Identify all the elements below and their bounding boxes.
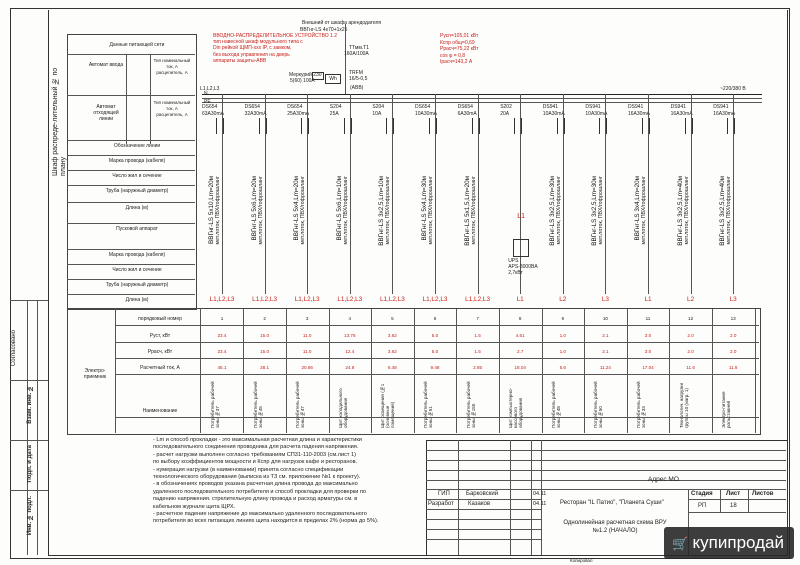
row-number: 1 [220,316,224,321]
consumer-name: Технологич. нагрузки группы 10 (нагр. 1) [678,382,689,428]
row-number: 8 [518,316,522,321]
phase-label: L1,L2,L3 [294,296,320,303]
cable-route: мет.лоток, ПВХ/гофрошланг [428,176,434,245]
breaker-rating: 10A30mA [585,111,608,117]
breaker-type: DS941 [628,104,644,110]
stamp-address: Адрес МО. [648,476,681,483]
phase-label: L1,L2,L3 [422,296,448,303]
p-calc: 12.4 [345,349,355,354]
stamp-h-sheets: Листов [752,491,774,497]
cable-route: мет.лоток, ПВХ/гофрошланг [215,176,221,245]
cable-spec: ВВГнг-LS 5х6,Lm=20м [250,176,258,241]
cable-route: мет.лоток, ПВХ/гофрошланг [300,176,307,245]
breaker-rating: 63A30mA [202,111,224,117]
phase-label: L1,L2,L3 [465,296,491,303]
phase-label: L2 [687,296,695,303]
ups-power: 2,7кВт [508,270,523,276]
current: 28.1 [260,365,270,370]
breaker-symbol [642,118,650,134]
consumer-name: Потребитель рабочей зоны №33 [636,381,646,428]
cable-route: мет.лоток, ПВХ/гофрошланг [385,176,392,245]
p-calc: 23.4 [217,349,227,354]
p-calc: 3.62 [387,349,397,354]
breaker-symbol [344,118,352,134]
current: 9.48 [430,365,440,370]
consumer-label: Электро-приемник [83,368,107,380]
row-number: 10 [602,316,608,321]
cable-spec: ВВГнг-LS 3х2,5,Lm=40м [719,176,727,246]
p-installed: 1.0 [559,333,566,338]
p-calc: 2.0 [687,349,694,354]
stamp-dev-date: 04.11 [533,501,547,507]
breaker-symbol [259,118,267,134]
stamp-gip-role: ГИП [438,491,450,497]
consumer-row-label: Ррасч, кВт [147,349,173,355]
p-installed: 2.1 [602,333,609,338]
consumer-name: Потребитель рабочей зоны №47 [295,381,306,428]
feed-title: Внешний от шкафа арендодателя [302,20,382,26]
phase-label: L3 [729,296,737,303]
consumer-name: Потребитель рабочей зоны №48 [550,381,561,428]
breaker-symbol [301,118,309,134]
current: 2.85 [473,365,483,370]
p-calc: 2.7 [516,349,524,354]
p-calc: 11.0 [302,349,312,354]
breaker-symbol [685,118,693,134]
side-field-replace: Взам. инв. № [27,385,33,424]
side-field-inv: Инв. № подл. [27,496,33,536]
breaker-symbol [599,118,607,134]
phase-label: L3 [601,296,609,303]
notes: - Lm и способ прокладки - это максимальная расчетная длина и характеристики последовательного соединения проводника для расчета падения напряжения. - расчет нагрузки выполнен согласно требованиям СП31-110-2003 (см.лист 1) по выбору коэффициентов мощности и Кспр для нагрузок кафе и ресторанов. - нумерация нагрузки (в наименовании) принята согласно спецификации технологического оборудования (выписка из ТЗ см. приложение №1 к проекту). - в обозначениях проводов указана расчетная длина провода до максимально удаленного последовательного потребителя и способ прокладки для проверки по падению напряжения. стрелительную длину провода и расход арматуры см. в кабельном журнале щита ЩРХ. - расчетное падение напряжение до максимально удаленного последовательного потребителя во всех питающих линиях щита находится в пределах 2% (норма до 5%). [153,437,379,525]
row-number: 2 [263,316,266,321]
cable-spec: ВВГнг-LS 3х2,5,Lm=30м [548,176,556,246]
stamp-copied: Копировал [570,558,593,563]
vru-params: Русп=105,01 кВт Кспр общ=0,69 Ррасч=75,22 кВт cos φ = 0,8 Iрасч=143,2 А [440,33,479,66]
consumer-table [67,308,761,435]
cable-route: мет.лоток, ПВХ/гофрошланг [555,176,562,245]
cable-spec: ВВГнг-LS 5х10,Lm=20м [208,176,215,244]
header-row-label: Автомат ввода [88,62,124,68]
p-calc: 3.0 [644,349,652,354]
side-agreed: Согласовано [11,330,17,367]
bus-pe [202,102,762,103]
breaker-rating: 25A [329,111,339,117]
header-row-label: Длина (м) [125,205,149,211]
row-number: 9 [561,316,565,321]
cable-spec: ВВГнг-LS 5х4,Lm=30м [421,176,428,241]
stamp-sheet: 18 [730,503,737,509]
p-calc: 2.1 [602,349,609,354]
row-number: 5 [391,316,394,321]
trfm-sub: 16/5-0,5 [349,76,368,82]
consumer-row-label: Руст, кВт [149,333,171,339]
phase-label: L1 [516,296,524,303]
bus-n-label: N [204,91,208,97]
p-installed: 5.0 [431,333,439,338]
cable-route: мет.лоток, ПВХ/гофрошланг [641,176,647,245]
p-calc: 1.0 [559,349,566,354]
header-row-label: Число жил и сечение [112,173,162,179]
stamp-dev-role: Разработ [428,501,454,507]
breaker-type: DS654 [202,104,218,110]
breaker-type: DS654 [287,104,303,110]
cable-route: мет.лоток, ПВХ/гофрошланг [470,176,477,245]
header-row-label: Пусковой аппарат [116,226,158,232]
p-installed: 4.61 [515,333,525,338]
side-field-sign: Подп. и дата [27,445,33,483]
bus-n [202,98,762,99]
phase-label: L1 [644,296,652,303]
breaker-rating: 16A30mA [713,111,736,117]
cable-spec: ВВГнг-LS 3х2,5,Lm=40м [676,176,684,246]
breaker-rating: 6A30mA [457,111,477,117]
cable-route: мет.лоток, ПВХ/гофрошланг [257,176,264,245]
p-calc: 5.0 [431,349,439,354]
breaker-type: DS654 [415,104,431,110]
breaker-rating: 10A [372,111,382,117]
current: 18.04 [514,365,526,370]
current: 6.48 [387,365,397,370]
header-row-label: Число жил и сечение [112,267,162,273]
header-row-label: Длина (м) [125,297,149,303]
cable-route: мет.лоток, ПВХ/гофрошланг [683,176,690,245]
ups-name: UPS [508,258,519,264]
rating-label: Тип номинальный ток, А расцепитель, А [153,100,191,117]
breaker-symbol [386,118,394,134]
cable-spec: ВВГнг-LS 5х1,5,Lm=20м [463,176,471,246]
p-calc: 1.5 [474,349,481,354]
vru-description: ВВОДНО-РАСПРЕДЕЛИТЕЛЬНОЕ УСТРОЙСТВО 1.2 тип навесной шкаф модульного типа с Din рейкой ЩМП-xxx IP, с замком, без выхода управления на дверь аппараты защиты-ABB [213,33,337,64]
row-number: 6 [433,316,437,321]
cable-spec: ВВГнг-LS 3х2,5,Lm=10м [378,176,386,246]
header-row-label: Марка провода (кабеля) [108,158,166,164]
header-row-label: Труба (наружный диаметр) [105,282,169,288]
current: 20.86 [301,365,313,370]
phase-label: L2 [559,296,567,303]
breaker-rating: 20A [500,111,510,117]
p-installed: 15.0 [260,333,270,338]
row-number: 7 [476,316,479,321]
stamp-title: Однолинейная расчетная схема ВРУ №1.2 (НАЧАЛО) [563,520,667,534]
bus-l123 [202,94,762,95]
consumer-row-label: Наименование [142,408,178,414]
header-row-label: Марка провода (кабеля) [108,252,166,258]
p-installed: 3.0 [644,333,652,338]
breaker-type: DS941 [670,104,686,110]
stamp-dev-name: Казаков [468,501,491,507]
consumer-name: Потребитель рабочей зоны №155 [465,381,476,428]
phase-label: L1,L2,L3 [379,296,405,303]
row-number: 3 [305,316,309,321]
current: 11.24 [599,365,611,370]
stamp-stage: РП [698,503,707,509]
wh-box: Wh [325,74,341,84]
cable-spec: ВВГнг-LS 5х6,Lm=10м [335,176,343,241]
p-installed: 1.5 [474,333,481,338]
row-number: 12 [688,316,694,321]
current: 24.8 [345,365,355,370]
meter-box [312,72,324,80]
stamp-gip-name: Барковский [466,491,499,497]
ups-model: APS-3000BA [508,264,538,270]
row-number: 13 [730,316,736,321]
breaker-type: DS941 [585,104,601,110]
breaker-symbol [472,118,480,134]
p-installed: 3.62 [387,333,397,338]
trans-label: ТТмм.Т1 [349,45,369,51]
consumer-name: Потребитель рабочей зоны №50 [593,381,604,428]
cable-spec: ВВГнг-LS 3х4,Lm=20м [634,176,641,241]
ups-label: L1 [517,213,525,220]
consumer-name: Потребитель рабочей зоны №45 [252,381,263,428]
breaker-type: S204 [372,104,385,110]
p-installed: 11.0 [302,333,312,338]
p-calc: 2.0 [729,349,737,354]
stamp-h-stage: Стадия [691,491,713,497]
abb-label: (ABB) [350,85,364,91]
p-installed: 23.4 [217,333,227,338]
current: 5.6 [559,365,566,370]
breaker-symbol [727,118,735,134]
breaker-symbol [514,118,522,134]
cable-spec: ВВГнг-LS 5х4,Lm=20м [293,176,301,241]
current: 11.6 [686,365,695,370]
p-installed: 2.0 [687,333,694,338]
cable-spec: ВВГнг-LS 3х2,5,Lm=30м [591,176,599,246]
consumer-name: Потребитель рабочей зоны №37 [210,381,220,428]
feed-cable: ВВГнг-LS 4х70+1х25 [300,27,348,33]
breaker-type: S204 [329,104,342,110]
breaker-rating: 16A30mA [670,111,693,117]
breaker-rating: 16A30mA [628,111,650,117]
consumer-name: Щит компьютерно-кассового оборудования [508,387,524,428]
bus-left: L1,L2,L3 [200,86,220,92]
header-row-label: Данные питающей сети [109,42,165,48]
cable-route: мет.лоток, ПВХ/гофрошланг [598,176,605,245]
ups-box [513,239,529,257]
breaker-symbol [557,118,565,134]
phase-label: L1,L2,L3 [252,296,278,303]
phase-label: L1,L2,L3 [209,296,235,303]
consumer-name: Электро-питание рольставней [721,391,732,428]
meter-label: Меркурий 230 [289,72,322,78]
trfm-label: TRFM [349,70,363,76]
consumer-name: Потребитель рабочей зоны №51 [423,381,433,428]
cart-icon: 🛒 [672,536,689,551]
phase-label: L1,L2,L3 [337,296,363,303]
p-installed: 2.0 [729,333,737,338]
breaker-type: S202 [500,104,512,110]
cable-route: мет.лоток, ПВХ/гофрошланг [726,176,733,245]
panel-title: Шкаф распреде-лительный № по плану [52,67,67,176]
breaker-type: DS654 [457,104,473,110]
p-calc: 15.0 [260,349,270,354]
rating-label: Тип номинальный ток, А расцепитель, А [153,58,191,75]
bus-voltage: ~220/380 В [720,86,746,92]
breaker-type: DS941 [713,104,729,110]
stamp-project: Ресторан "IL Патио", "Планета Суши" [560,500,664,506]
watermark-badge[interactable]: 🛒 купипродай [664,527,794,559]
p-installed: 13.76 [344,333,356,338]
consumer-name: Щит освещения (№1 (основные помещения) [380,383,396,428]
bus-pe-label: PE [204,99,211,105]
breaker-symbol [216,118,224,134]
header-row-label: Обозначение линии [113,143,161,149]
consumer-row-label: Расчетный ток, А [140,365,180,371]
consumer-row-label: порядковый номер [138,316,182,322]
current: 17.04 [642,365,654,370]
meter-sub: 5(60) 100A [290,78,315,84]
row-number: 4 [348,316,352,321]
breaker-rating: 32A30mA [244,111,267,117]
stamp-gip-date: 04.11 [533,491,547,497]
row-number: 11 [645,316,651,321]
current: 45.1 [217,365,227,370]
consumer-name: Щит холодильного оборудования [337,388,348,428]
cable-route: мет.лоток, ПВХ/гофрошланг [342,176,349,245]
current: 11.6 [728,365,738,370]
stamp-h-sheet: Лист [726,491,741,497]
breaker-type: DS941 [542,104,559,110]
header-row-label: Труба (наружный диаметр) [105,188,169,194]
trans-sub: 160А/100А [344,51,369,57]
breaker-type: DS654 [244,104,260,110]
breaker-rating: 25A30mA [287,111,310,117]
breaker-symbol [429,118,437,134]
breaker-rating: 10A30mA [415,111,437,117]
header-row-label: Автомат отходящей линии [93,104,119,122]
breaker-rating: 10A30mA [542,111,565,117]
